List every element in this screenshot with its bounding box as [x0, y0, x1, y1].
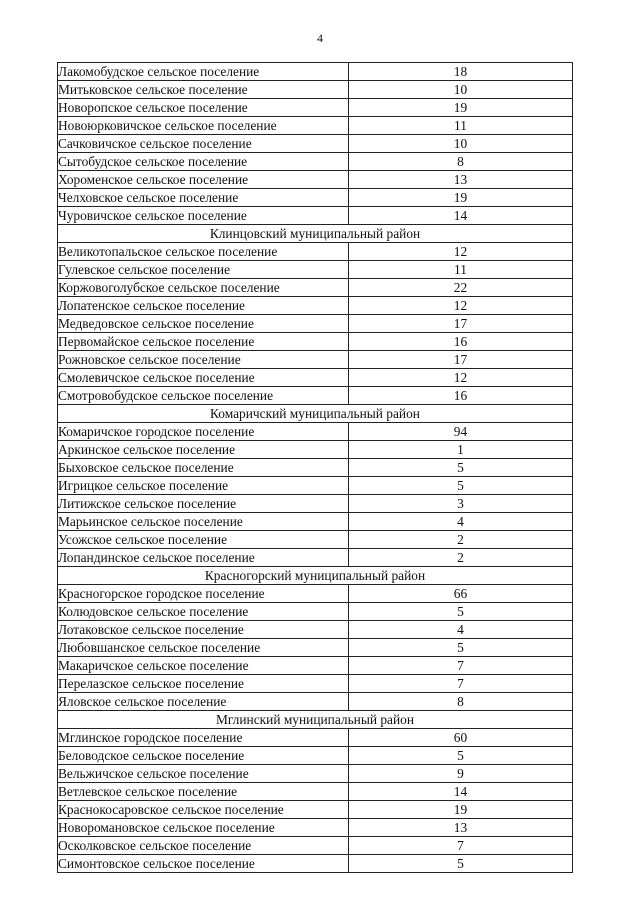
settlement-value: 7 [349, 837, 573, 855]
page-number: 4 [317, 31, 323, 45]
table-row [58, 297, 573, 315]
table-row [58, 153, 573, 171]
settlement-value: 12 [349, 369, 573, 387]
settlement-name: Усожское сельское поселение [58, 531, 349, 549]
table-row [58, 63, 573, 81]
settlement-value: 16 [349, 333, 573, 351]
settlement-value: 16 [349, 387, 573, 405]
settlement-value: 5 [349, 603, 573, 621]
table-row [58, 765, 573, 783]
settlement-name: Краснокосаровское сельское поселение [58, 801, 349, 819]
table-row [58, 513, 573, 531]
settlement-name: Коржовоголубское сельское поселение [58, 279, 349, 297]
settlement-name: Колюдовское сельское поселение [58, 603, 349, 621]
table-row [58, 621, 573, 639]
table-row [58, 243, 573, 261]
table-row [58, 315, 573, 333]
settlement-value: 4 [349, 513, 573, 531]
table-row [58, 135, 573, 153]
settlement-name: Сытобудское сельское поселение [58, 153, 349, 171]
table-row [58, 261, 573, 279]
settlement-value: 94 [349, 423, 573, 441]
table-row [58, 189, 573, 207]
table-row [58, 747, 573, 765]
settlement-name: Марьинское сельское поселение [58, 513, 349, 531]
settlement-name: Игрицкое сельское поселение [58, 477, 349, 495]
settlement-value: 12 [349, 243, 573, 261]
settlement-name: Красногорское городское поселение [58, 585, 349, 603]
table-row [58, 369, 573, 387]
settlement-value: 8 [349, 693, 573, 711]
table-row [58, 441, 573, 459]
settlement-value: 7 [349, 675, 573, 693]
settlement-value: 13 [349, 819, 573, 837]
settlement-name: Лотаковское сельское поселение [58, 621, 349, 639]
table-row [58, 801, 573, 819]
settlement-name: Медведовское сельское поселение [58, 315, 349, 333]
settlement-name: Смолевичское сельское поселение [58, 369, 349, 387]
settlement-name: Беловодское сельское поселение [58, 747, 349, 765]
table-row [58, 783, 573, 801]
settlement-value: 11 [349, 261, 573, 279]
settlement-name: Быховское сельское поселение [58, 459, 349, 477]
settlement-value: 19 [349, 189, 573, 207]
settlement-value: 3 [349, 495, 573, 513]
table-row [58, 729, 573, 747]
settlement-value: 19 [349, 99, 573, 117]
settlement-value: 14 [349, 207, 573, 225]
settlement-name: Хороменское сельское поселение [58, 171, 349, 189]
table-row [58, 81, 573, 99]
table-row [58, 351, 573, 369]
section-header-row [58, 405, 573, 423]
table-row [58, 855, 573, 873]
settlement-value: 13 [349, 171, 573, 189]
settlement-name: Рожновское сельское поселение [58, 351, 349, 369]
settlement-name: Любовшанское сельское поселение [58, 639, 349, 657]
settlement-value: 60 [349, 729, 573, 747]
district-title: Комаричский муниципальный район [58, 405, 573, 423]
table-row [58, 423, 573, 441]
settlement-name: Челховское сельское поселение [58, 189, 349, 207]
settlement-name: Чуровичское сельское поселение [58, 207, 349, 225]
settlement-name: Мглинское городское поселение [58, 729, 349, 747]
settlement-name: Лопатенское сельское поселение [58, 297, 349, 315]
settlement-value: 8 [349, 153, 573, 171]
settlement-value: 19 [349, 801, 573, 819]
settlement-name: Яловское сельское поселение [58, 693, 349, 711]
settlement-value: 9 [349, 765, 573, 783]
settlement-name: Новоромановское сельское поселение [58, 819, 349, 837]
settlement-value: 18 [349, 63, 573, 81]
table-row [58, 693, 573, 711]
settlement-value: 1 [349, 441, 573, 459]
settlement-name: Осколковское сельское поселение [58, 837, 349, 855]
table-row [58, 333, 573, 351]
settlement-name: Гулевское сельское поселение [58, 261, 349, 279]
table-body [58, 63, 573, 873]
table-row [58, 585, 573, 603]
settlement-name: Митьковское сельское поселение [58, 81, 349, 99]
settlement-value: 2 [349, 549, 573, 567]
district-title: Мглинский муниципальный район [58, 711, 573, 729]
table-row [58, 207, 573, 225]
section-header-row [58, 711, 573, 729]
settlement-name: Симонтовское сельское поселение [58, 855, 349, 873]
settlement-name: Лопандинское сельское поселение [58, 549, 349, 567]
settlement-value: 5 [349, 477, 573, 495]
settlement-value: 14 [349, 783, 573, 801]
table-row [58, 675, 573, 693]
settlement-name: Вельжичское сельское поселение [58, 765, 349, 783]
table-row [58, 117, 573, 135]
table-row [58, 99, 573, 117]
table-row [58, 603, 573, 621]
district-title: Красногорский муниципальный район [58, 567, 573, 585]
settlement-name: Новоюрковичское сельское поселение [58, 117, 349, 135]
settlement-value: 5 [349, 639, 573, 657]
settlement-value: 12 [349, 297, 573, 315]
settlement-name: Ветлевское сельское поселение [58, 783, 349, 801]
table-row [58, 657, 573, 675]
settlement-name: Смотровобудское сельское поселение [58, 387, 349, 405]
settlement-value: 2 [349, 531, 573, 549]
settlement-name: Перелазское сельское поселение [58, 675, 349, 693]
district-title: Клинцовский муниципальный район [58, 225, 573, 243]
section-header-row [58, 225, 573, 243]
settlement-name: Сачковичское сельское поселение [58, 135, 349, 153]
settlement-value: 22 [349, 279, 573, 297]
settlement-value: 17 [349, 351, 573, 369]
settlement-name: Литижское сельское поселение [58, 495, 349, 513]
settlement-name: Аркинское сельское поселение [58, 441, 349, 459]
table-row [58, 639, 573, 657]
table-row [58, 387, 573, 405]
settlement-name: Комаричское городское поселение [58, 423, 349, 441]
table-row [58, 279, 573, 297]
table-row [58, 171, 573, 189]
settlement-value: 11 [349, 117, 573, 135]
settlement-value: 10 [349, 81, 573, 99]
settlement-value: 4 [349, 621, 573, 639]
settlement-value: 5 [349, 747, 573, 765]
table-row [58, 459, 573, 477]
settlement-value: 10 [349, 135, 573, 153]
settlement-value: 7 [349, 657, 573, 675]
settlement-value: 5 [349, 855, 573, 873]
table-row [58, 495, 573, 513]
settlement-value: 66 [349, 585, 573, 603]
table-row [58, 837, 573, 855]
settlements-table [57, 62, 573, 873]
settlement-name: Великотопальское сельское поселение [58, 243, 349, 261]
settlement-name: Новоропское сельское поселение [58, 99, 349, 117]
settlement-name: Первомайское сельское поселение [58, 333, 349, 351]
settlement-name: Макаричское сельское поселение [58, 657, 349, 675]
table-row [58, 549, 573, 567]
table-row [58, 477, 573, 495]
section-header-row [58, 567, 573, 585]
settlement-value: 5 [349, 459, 573, 477]
settlement-value: 17 [349, 315, 573, 333]
table-row [58, 819, 573, 837]
table-row [58, 531, 573, 549]
settlement-name: Лакомобудское сельское поселение [58, 63, 349, 81]
